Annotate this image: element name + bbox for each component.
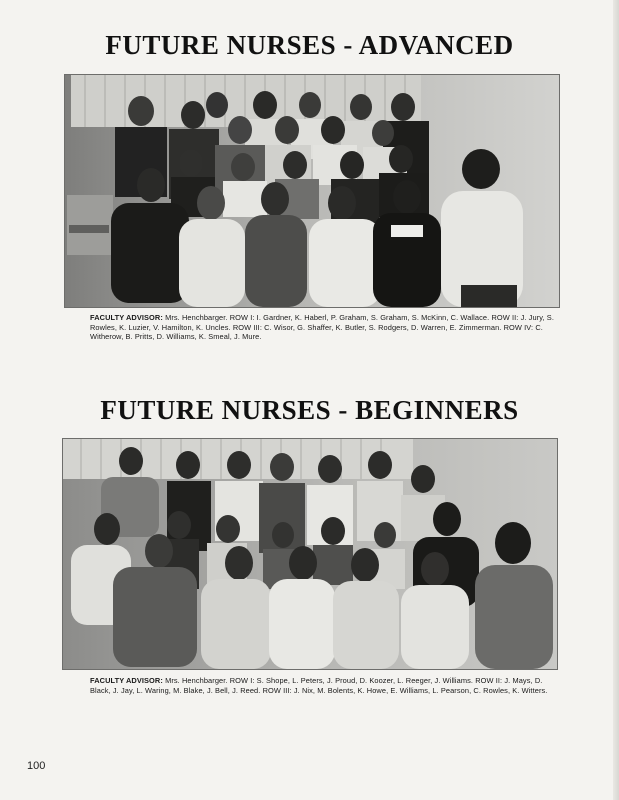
advanced-title: FUTURE NURSES - ADVANCED — [105, 30, 514, 60]
beginners-caption — [90, 676, 556, 695]
beginners-title: FUTURE NURSES - BEGINNERS — [100, 395, 519, 425]
advanced-caption-label: FACULTY ADVISOR: — [90, 313, 163, 322]
beginners-caption-text: Mrs. Henchbarger. ROW I: S. Shope, L. Peters, J. Proud, D. Koozer, L. Reeger, J. Williams. ROW II: J. Mays, D. Black, J. Jay, L. Waring, M. Blake, J. Bell, J. Reed. ROW III: J. Nix, M. Bolents, K. Howe, E. Williams, L. Pearson, C. Rowles, K. Witters. — [90, 676, 548, 695]
advanced-caption — [90, 313, 556, 342]
group-photo-icon — [65, 75, 559, 307]
page-number: 100 — [27, 760, 46, 772]
beginners-caption-label: FACULTY ADVISOR: — [90, 676, 163, 685]
beginners-group-photo — [62, 438, 558, 670]
advanced-caption-text: Mrs. Henchbarger. ROW I: I. Gardner, K. Haberl, P. Graham, S. Graham, S. McKinn, C. Wallace. ROW II: J. Jury, S. Rowles, K. Luzier, V. Hamilton, K. Uncles. ROW III: C. Wisor, G. Shaffer, K. Butler, S. Rodgers, D. Warren, E. Zimmerman. ROW IV: C. Witherow, B. Pritts, D. Williams, K. Smeal, J. Mure. — [90, 313, 554, 342]
advanced-group-photo — [64, 74, 560, 308]
group-photo-icon — [63, 439, 557, 669]
